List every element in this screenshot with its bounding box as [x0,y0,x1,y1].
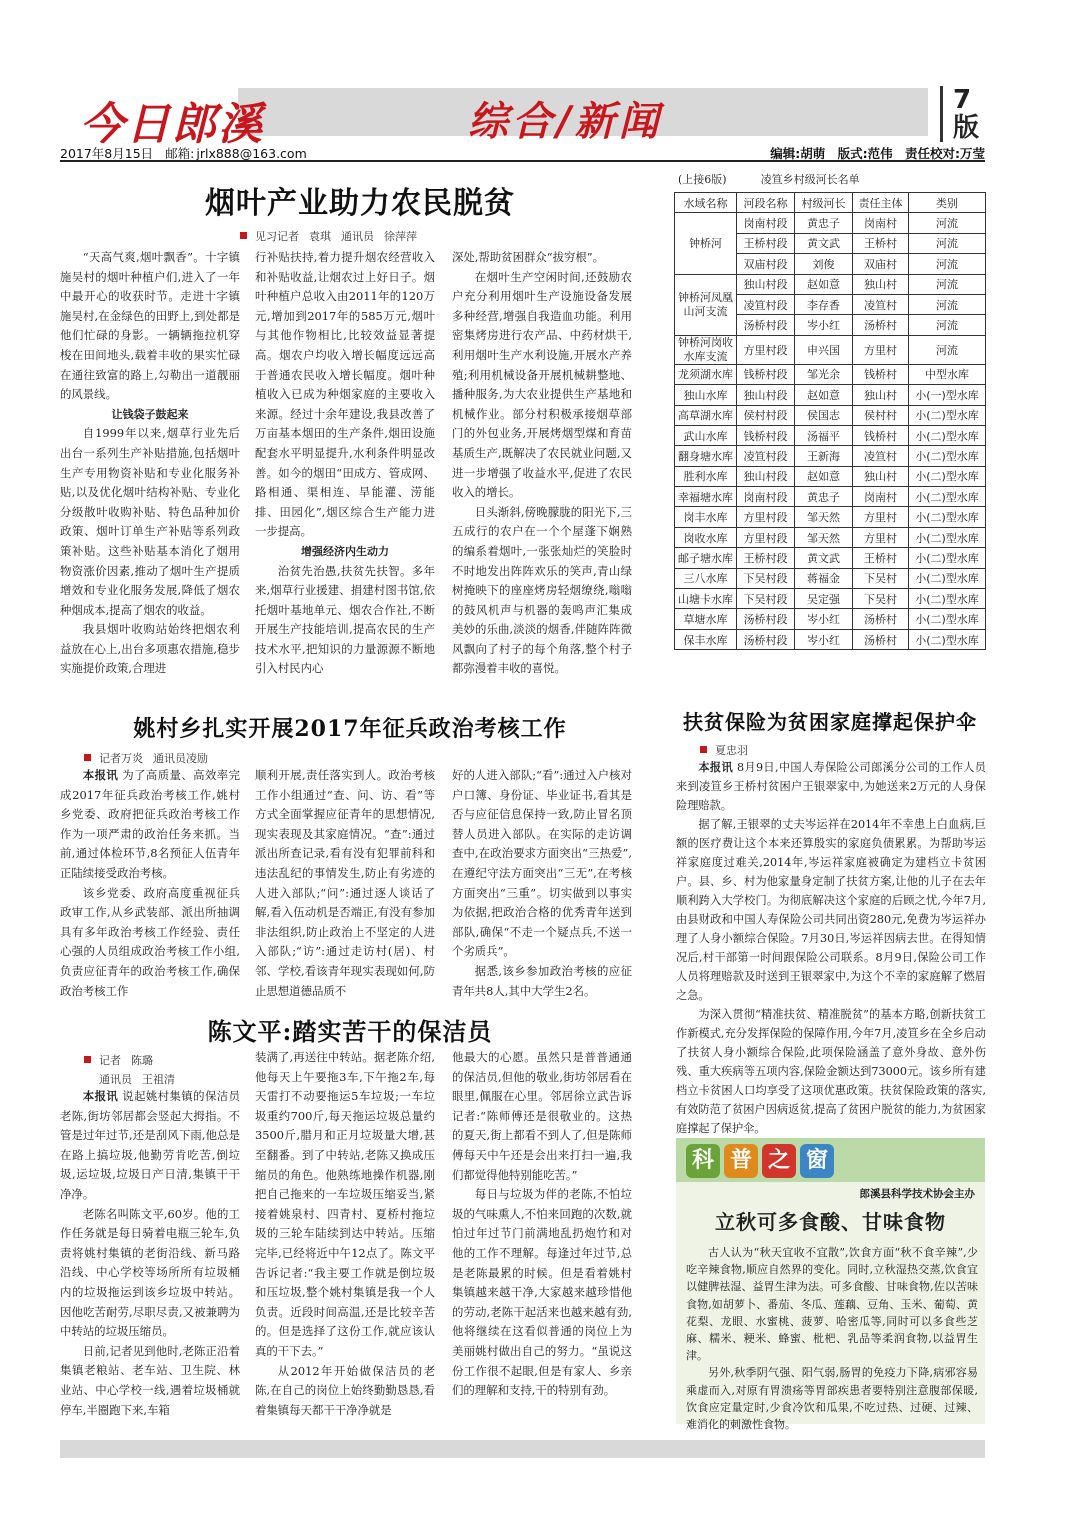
responsible-cell: 王桥村 [853,548,909,568]
column-header: 责任主体 [853,193,909,213]
paper-name: 今日郎溪 [80,99,264,150]
table-row [675,487,986,507]
responsible-cell: 汤桥村 [853,315,909,335]
chief-cell: 黄文武 [795,233,853,253]
water-name-cell: 山塘卡水库 [675,589,737,609]
category-cell: 小(二)型水库 [909,609,986,629]
article1-byline [240,228,427,244]
responsible-cell: 汤桥村 [853,609,909,629]
page-number: 7 [953,85,972,115]
section-cell: 独山村段 [737,385,795,405]
paragraph: 从2012年开始做保洁员的老陈,在自己的岗位上始终勤勤恳恳,看着集镇每天都干干净净就是 [255,1363,435,1417]
article2-column-2 [255,766,435,1001]
responsible-cell: 钱桥村 [853,425,909,445]
banner-char-tile: 普 [724,1144,758,1178]
table-row [675,425,986,445]
table-row [675,629,986,649]
column-header: 水域名称 [675,193,737,213]
paragraph: 据了解,王银翠的丈夫岑运祥在2014年不幸患上白血病,巨额的医疗费让这个本来还算殷实的家庭负债累累。为帮助岑运祥家庭度过难关,2014年,岑运祥家庭被确定为建档立卡贫困户。县、乡、村为他家量身定制了扶贫方案,让他的儿子在去年顺利跨入大学校门。为彻底解决这个家庭的后顾之忧,今年7月,由县财政和中国人寿保险公司共同出资280元,免费为岑运祥办理了人身小额综合保险。7月30日,岑运祥因病去世。在得知情况后,村干部第一时间跟保险公司联系。8月9日,保险公司工作人员将理赔款及时送到王银翠家中,为这个不幸的家庭解了燃眉之急。 [676,818,986,1002]
section-cell: 汤桥村段 [737,315,795,335]
section-cell: 双庙村段 [737,254,795,274]
table-title: 凌笪乡村级河长名单 [760,173,860,186]
responsible-cell: 方里村 [853,507,909,527]
meta-line [60,142,985,162]
byline-name: 记者万炎 [99,752,143,765]
section-cell: 下吴村段 [737,589,795,609]
water-name-cell: 幸福塘水库 [675,487,737,507]
table-row [675,364,986,384]
section-cell: 汤桥村段 [737,609,795,629]
article4-column [676,758,986,1138]
subheading: 增强经济内生动力 [301,544,389,558]
chief-cell: 黄文武 [795,548,853,568]
column-header: 类别 [909,193,986,213]
category-cell: 小(二)型水库 [909,405,986,425]
byline-name: 王祖清 [142,1073,175,1086]
paragraph: 自1999年以来,烟草行业先后出台一系列生产补贴措施,包括烟叶生产专用物资补贴和专业化服务补贴,以及优化烟叶结构补贴、专业化分级散叶收购补贴、特色品种加价政策、烟叶订单生产补贴等系列政策补贴。这些补贴基本消化了烟用物资涨价因素,推动了烟叶生产提质增效和专业化服务发展,降低了烟农种烟成本,提高了烟农的收益。 [60,426,240,617]
table-row [675,466,986,486]
section-cell: 独山村段 [737,274,795,294]
table-row [675,446,986,466]
article3-byline-1 [84,1052,163,1068]
article1-column-1 [60,248,240,679]
table-row [675,405,986,425]
water-name-cell: 岗收水库 [675,527,737,547]
chief-cell: 邹天然 [795,507,853,527]
article3-column-3 [452,1048,632,1401]
category-cell: 小(二)型水库 [909,527,986,547]
chief-cell: 赵如意 [795,274,853,294]
responsible-cell: 凌笪村 [853,294,909,314]
water-name-cell: 武山水库 [675,425,737,445]
paragraph: “天高气爽,烟叶飘香”。十字镇施吴村的烟叶种植户们,进入了一年中最开心的收获时节。走进十字镇施吴村,在金绿色的田野上,到处都是他们忙碌的身影。一辆辆拖拉机穿梭在田间地头,载着丰收的果实忙碌在通往致富的路上,勾勒出一道靓丽的风景线。 [60,250,240,402]
category-cell: 小(二)型水库 [909,507,986,527]
section-cell: 方里村段 [737,527,795,547]
lead-tag: 本报讯 [82,768,119,782]
lead-tag: 本报讯 [82,1089,119,1103]
category-cell: 中型水库 [909,364,986,384]
science-sponsor: 郎溪县科学技术协会主办 [859,1188,975,1200]
chief-cell: 汤福平 [795,425,853,445]
paragraph [60,1087,240,1205]
science-body [686,1244,978,1433]
category-cell: 小(二)型水库 [909,629,986,649]
chief-cell: 岑小红 [795,609,853,629]
paragraph: 日头渐斜,傍晚朦胧的阳光下,三五成行的农户在一个个屋蓬下娴熟的编系着烟叶,一张张灿烂的笑脸时不时地发出阵阵欢乐的笑声,青山绿树掩映下的座座烤房轻烟缭绕,嗡嗡的鼓风机声与机器的轰鸣声汇集成美妙的乐曲,淡淡的烟香,伴随阵阵微风飘向了村子的每个角落,整个村子都弥漫着丰收的喜悦。 [452,504,632,676]
byline-name: 袁琪 [309,230,331,243]
byline-role: 通讯员 [341,230,374,243]
article3-byline-2 [99,1071,185,1087]
category-cell: 河流 [909,213,986,233]
section-cell: 岗南村段 [737,487,795,507]
section-cell: 凌笪村段 [737,446,795,466]
chief-cell: 申兴国 [795,335,853,364]
proof-credit: 责任校对:万莹 [905,146,985,161]
water-name-cell: 邮子塘水库 [675,548,737,568]
science-title: 立秋可多食酸、甘味食物 [715,1210,946,1234]
category-cell: 河流 [909,233,986,253]
science-corner-banner [676,1138,985,1182]
banner-char-tile: 窗 [800,1144,834,1178]
table-header-row [675,193,986,213]
section-cell: 汤桥村段 [737,629,795,649]
chief-cell: 蒋福金 [795,568,853,588]
chief-cell: 黄忠子 [795,487,853,507]
meta-left [60,144,315,162]
table-row [675,609,986,629]
water-name-cell: 草塘水库 [675,609,737,629]
email-label: 邮箱: [165,146,195,161]
category-cell: 河流 [909,294,986,314]
responsible-cell: 独山村 [853,274,909,294]
table-caption [674,168,986,192]
responsible-cell: 凌笪村 [853,446,909,466]
article2-headline: 姚村乡扎实开展2017年征兵政治考核工作 [133,716,567,742]
article4-headline: 扶贫保险为贫困家庭撑起保护伞 [683,710,977,734]
article2-byline [84,750,218,766]
byline-role: 见习记者 [255,230,299,243]
paragraph [676,758,986,815]
article2-column-1 [60,766,240,1001]
responsible-cell: 侯村村 [853,405,909,425]
paragraph: 另外,秋季阴气强、阳气弱,肠胃的免疫力下降,病邪容易乘虚而入,对原有胃溃疡等胃部疾患者要特别注意腹部保暖,饮食应定量定时,少食冷饮和瓜果,不吃过热、过硬、过辣、难消化的刺激性食物。 [686,1366,978,1432]
responsible-cell: 独山村 [853,466,909,486]
chief-cell: 李存香 [795,294,853,314]
section-cell: 方里村段 [737,507,795,527]
category-cell: 小(二)型水库 [909,425,986,445]
water-name-cell: 三八水库 [675,568,737,588]
category-cell: 小(一)型水库 [909,385,986,405]
paragraph-text: 8月9日,中国人寿保险公司郎溪分公司的工作人员来到凌笪乡王桥村贫困户王银翠家中,为她送来2万元的人身保险理赔款。 [676,761,986,812]
article1-headline: 烟叶产业助力农民脱贫 [205,186,515,221]
chief-cell: 吴定强 [795,589,853,609]
water-name-cell: 独山水库 [675,385,737,405]
paragraph: 在烟叶生产空闲时间,还鼓励农户充分利用烟叶生产设施设备发展多种经营,增强自我造血功能。利用密集烤房进行农产品、中药材烘干,利用烟叶生产水利设施,开展水产养殖;利用机械设备开展机械耕整地、播种服务,为大农业提供生产基地和机械作业。部分村积极承接烟草部门的外包业务,开展烤烟型煤和育苗基质生产,既解决了农民就业问题,又进一步增强了收益水平,促进了农民收入的增长。 [452,269,632,500]
byline-name: 陈璐 [131,1054,153,1067]
chief-cell: 赵如意 [795,466,853,486]
responsible-cell: 下吴村 [853,589,909,609]
paragraph: 治贫先治愚,扶贫先扶智。多年来,烟草行业援建、捐建村图书馆,依托烟叶基地单元、烟农合作社,不断开展生产技能培训,提高农民的生产技术水平,把知识的力量源源不断地引入村民内心 [255,563,435,676]
chief-cell: 侯国志 [795,405,853,425]
paragraph-text: 为了高质量、高效率完成2017年征兵政治考核工作,姚村乡党委、政府把征兵政治考核工作作为一项严肃的政治任务来抓。当前,通过体检环节,8名预征人伍青年正陆续接受政治考核。 [60,768,240,880]
paragraph: 该乡党委、政府高度重视征兵政审工作,从乡武装部、派出所抽调具有多年政治考核工作经验、责任心强的人员组成政治考核工作小组,负责应征青年的政治考核工作,确保政治考核工作 [60,885,240,998]
article3-headline: 陈文平:踏实苦干的保洁员 [207,1017,493,1046]
continued-note: (上接6版) [678,173,727,186]
article3-column-1 [60,1087,240,1420]
table-row [675,527,986,547]
water-name-cell: 胜利水库 [675,466,737,486]
byline-name: 夏忠羽 [715,744,748,757]
table-row [675,548,986,568]
subheading: 让钱袋子鼓起来 [111,407,189,421]
paragraph: 每日与垃圾为伴的老陈,不怕垃圾的气味熏人,不怕来回跑的次数,就怕过年过节门前满地乱扔炮竹和对他的工作不理解。每逢过年过节,总是老陈最累的时候。但是看着姚村集镇越来越干净,大家越来越珍惜他的劳动,老陈干起活来也越来越有劲,他将继续在这看似普通的岗位上为美丽姚村做出自己的努力。“虽说这份工作很不起眼,但是有家人、乡亲们的理解和支持,干的特别有劲。 [452,1187,632,1398]
responsible-cell: 王桥村 [853,233,909,253]
category-cell: 小(二)型水库 [909,466,986,486]
chief-cell: 刘俊 [795,254,853,274]
email-address[interactable]: jrlx888@163.com [196,146,307,161]
paragraph: 古人认为“秋天宜收不宜散”,饮食方面“秋不食辛辣”,少吃辛辣食物,顺应自然界的变化。同时,立秋湿热交蒸,饮食宜以健脾祛湿、益胃生津为法。可多食酸、甘味食物,佐以苦味食物,如胡萝卜、番茄、冬瓜、莲藕、豆角、玉米、葡萄、黄花梨、龙眼、水蜜桃、菠萝、哈密瓜等,同时可以多食些芝麻、糯米、粳米、蜂蜜、枇杷、乳品等柔润食物,以益胃生津。 [686,1246,978,1363]
section-cell: 下吴村段 [737,568,795,588]
chief-cell: 岑小红 [795,629,853,649]
byline-role: 通讯员 [99,1073,132,1086]
section-cell: 王桥村段 [737,548,795,568]
table-row [675,335,986,364]
byline-name: 徐萍萍 [384,230,417,243]
category-cell: 河流 [909,335,986,364]
paragraph: 好的人进入部队;“看”:通过入户核对户口簿、身份证、毕业证书,看其是否与应征信息保持一致,防止冒名顶替人员进入部队。在实际的走访调查中,在政治要求方面突出“三热爱”,在遵纪守法方面突出“三无”,在考核方面突出“三重”。切实做到以事实为依据,把政治合格的优秀青年送到部队,确保“不走一个疑点兵,不送一个劣质兵”。 [452,768,632,959]
chief-cell: 黄忠子 [795,213,853,233]
category-cell: 小(二)型水库 [909,548,986,568]
paragraph [60,766,240,884]
chief-cell: 邹光余 [795,364,853,384]
footer-grey-bar [60,1440,985,1458]
category-cell: 河流 [909,274,986,294]
category-cell: 小(二)型水库 [909,446,986,466]
responsible-cell: 岗南村 [853,487,909,507]
paragraph: 日前,记者见到他时,老陈正沿着集镇老粮站、老车站、卫生院、林业站、中心学校一线,遇着垃圾桶就停车,半圈跑下来,车箱 [60,1343,240,1417]
responsible-cell: 方里村 [853,335,909,364]
water-name-cell: 钟桥河凤凰山河支流 [675,274,737,335]
byline-marker-icon [240,232,247,239]
table-body [675,213,986,650]
page-unit: 版 [953,113,980,143]
category-cell: 河流 [909,254,986,274]
section-cell: 钱桥村段 [737,364,795,384]
chief-cell: 岑小红 [795,315,853,335]
chief-cell: 邹天然 [795,527,853,547]
water-name-cell: 翻身塘水库 [675,446,737,466]
river-chief-table [674,192,986,650]
byline-role: 记者 [99,1054,121,1067]
category-cell: 小(二)型水库 [909,487,986,507]
paragraph: 深处,帮助贫困群众“拔穷根”。 [452,250,604,264]
byline-name: 通讯员凌励 [153,752,208,765]
section-cell: 独山村段 [737,466,795,486]
water-name-cell: 岗丰水库 [675,507,737,527]
table-row [675,507,986,527]
responsible-cell: 方里村 [853,527,909,547]
byline-marker-icon [84,1056,91,1063]
river-chief-table-block [674,168,986,650]
chief-cell: 赵如意 [795,385,853,405]
water-name-cell: 钟桥河岗收水库支流 [675,335,737,364]
banner-char-tile: 科 [686,1144,720,1178]
paragraph: 行补贴扶持,着力提升烟农经营收入和补贴收益,让烟农过上好日子。烟叶种植户总收入由2011年的120万元,增加到2017年的585万元,烟叶与其他作物相比,比较效益显著提高。烟农户均收入增长幅度远远高于普通农民收入增长幅度。烟叶种植收入已成为种烟家庭的主要收入来源。经过十余年建设,我县改善了万亩基本烟田的生产条件,烟田设施配套水平明显提升,水利条件明显改善。如今的烟田“田成方、管成网、路相通、渠相连、旱能灌、涝能排、田园化”,烟区综合生产能力进一步提高。 [255,250,435,539]
section-cell: 凌笪村段 [737,294,795,314]
section-cell: 王桥村段 [737,233,795,253]
responsible-cell: 下吴村 [853,568,909,588]
science-corner-box [676,1138,985,1432]
table-row [675,589,986,609]
article4-byline [700,742,758,758]
byline-marker-icon [700,746,707,753]
meta-right [770,144,985,162]
section-cell: 方里村段 [737,335,795,364]
layout-credit: 版式:范伟 [837,146,893,161]
paragraph: 为深入贯彻“精准扶贫、精准脱贫”的基本方略,创新扶贫工作新模式,充分发挥保险的保障作用,今年7月,凌笪乡在全乡启动了扶贫人身小额综合保险,此项保险涵盖了意外身故、意外伤残、重大疾病等五项内容,保险金额达到73000元。该乡所有建档立卡贫困人口均享受了这项优惠政策。扶贫保险政策的落实,有效防范了贫困户因病返贫,提高了贫困户脱贫的能力,为贫困家庭撑起了保护伞。 [676,1008,986,1135]
article1-column-3 [452,248,632,679]
section-cell: 钱桥村段 [737,425,795,445]
responsible-cell: 双庙村 [853,254,909,274]
water-name-cell: 保丰水库 [675,629,737,649]
water-name-cell: 钟桥河 [675,213,737,274]
issue-date: 2017年8月15日 [60,146,154,161]
responsible-cell: 钱桥村 [853,364,909,384]
water-name-cell: 高草湖水库 [675,405,737,425]
paragraph: 我县烟叶收购站始终把烟农利益放在心上,出台多项惠农措施,稳步实施提价政策,合理进 [60,622,240,676]
column-header: 村级河长 [795,193,853,213]
banner-char-tile: 之 [762,1144,796,1178]
paragraph: 据悉,该乡参加政治考核的应征青年共8人,其中大学生2名。 [452,963,632,998]
water-name-cell: 龙须湖水库 [675,364,737,384]
page-number-block [940,86,990,142]
responsible-cell: 独山村 [853,385,909,405]
category-cell: 小(二)型水库 [909,568,986,588]
paragraph-text: 说起姚村集镇的保洁员老陈,街坊邻居都会竖起大拇指。不管是过年过节,还是刮风下雨,他总是在路上搞垃圾,他勤劳肯吃苦,倒垃圾,运垃圾,垃圾日产日清,集镇干干净净。 [60,1089,240,1201]
section-cell: 侯村村段 [737,405,795,425]
table-row [675,568,986,588]
editor-credit: 编辑:胡萌 [770,146,826,161]
section-title: 综合/新闻 [468,98,663,145]
table-row [675,213,986,233]
responsible-cell: 汤桥村 [853,629,909,649]
paragraph: 他最大的心愿。虽然只是普普通通的保洁员,但他的敬业,街坊邻居看在眼里,佩服在心里。邻居徐立武告诉记者:“陈师傅还是很敬业的。这热的夏天,街上都看不到人了,但是陈师傅每天中午还是会出来打扫一遍,我们都觉得他特别能吃苦。” [452,1050,632,1182]
section-cell: 岗南村段 [737,213,795,233]
article1-column-2 [255,248,435,679]
category-cell: 河流 [909,315,986,335]
table-row [675,385,986,405]
paragraph: 顺利开展,责任落实到人。政治考核工作小组通过“查、问、访、看”等方式全面掌握应征青年的思想情况,现实表现及其家庭情况。“查”:通过派出所查记录,看有没有犯罪前科和违法乱纪的事情发生,防止有劣迹的人进入部队;“问”:通过逐人谈话了解,看入伍动机是否端正,有没有参加非法组织,防止政治上不坚定的人进入部队;“访”:通过走访村(居)、村邻、学校,看该青年现实表现如何,防止思想道德品质不 [255,768,435,998]
column-header: 河段名称 [737,193,795,213]
category-cell: 小(二)型水库 [909,589,986,609]
table-row [675,274,986,294]
article3-column-2 [255,1048,435,1420]
byline-marker-icon [84,754,91,761]
article2-column-3 [452,766,632,1001]
chief-cell: 王新海 [795,446,853,466]
paragraph: 老陈名叫陈文平,60岁。他的工作任务就是每日骑着电瓶三轮车,负责将姚村集镇的老街沿线、新马路沿线、中心学校等场所所有垃圾桶内的垃圾拖运到该乡垃圾中转站。因他吃苦耐劳,尽职尽责,又被兼聘为中转站的垃圾压缩员。 [60,1206,240,1339]
lead-tag: 本报讯 [698,760,733,774]
paragraph: 装满了,再送往中转站。据老陈介绍,他每天上午要拖3车,下午拖2车,每天雷打不动要拖运5车垃圾;一车垃圾重约700斤,每天拖运垃圾总量约3500斤,腊月和正月垃圾量大增,甚至翻番。到了中转站,老陈又换成压缩员的角色。他熟练地操作机器,刚把自己拖来的一车垃圾压缩妥当,紧接着姚泉村、四青村、夏桥村拖垃圾的三轮车陆续到达中转站。压缩完毕,已经将近中午12点了。陈文平告诉记者:“我主要工作就是倒垃圾和压垃圾,整个姚村集镇是我一个人负责。近段时间高温,还是比较辛苦的。但是选择了这份工作,就应该认真的干下去。” [255,1050,435,1358]
responsible-cell: 岗南村 [853,213,909,233]
